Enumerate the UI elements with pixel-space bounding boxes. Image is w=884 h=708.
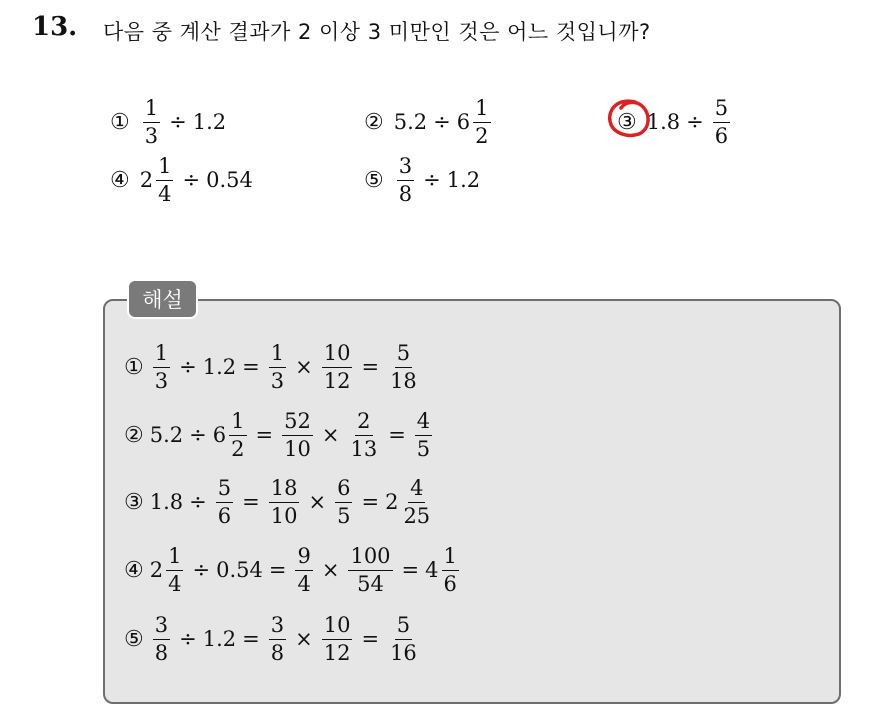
answer-circle-mark (605, 96, 653, 140)
solution-label: ③ (124, 489, 144, 515)
equals-sign: = (268, 558, 287, 582)
solution-line-1 (124, 334, 422, 400)
fraction: $\frac{1}{4}$ (158, 153, 172, 206)
divide-sign: ÷ (423, 168, 441, 192)
whole-part: 2 (139, 168, 154, 192)
divide-sign: ÷ (189, 423, 207, 447)
fraction: $\frac{10}{12}$ (323, 612, 351, 665)
fraction: $\frac{52}{10}$ (284, 408, 311, 461)
question-text: 다음 중 계산 결과가 2 이상 3 미만인 것은 어느 것입니까? (103, 20, 651, 44)
times-sign: × (321, 423, 340, 447)
fraction: $\frac{1}{6}$ (443, 543, 457, 596)
fraction: $\frac{18}{10}$ (270, 475, 298, 528)
value: 5.2 (149, 423, 184, 447)
choice-5[interactable] (364, 150, 480, 210)
solution-line-4 (124, 537, 462, 603)
divide-sign: ÷ (189, 490, 207, 514)
whole-part: 2 (149, 558, 164, 582)
whole-part: 6 (212, 423, 227, 447)
fraction: $\frac{5}{6}$ (217, 475, 232, 528)
divide-sign: ÷ (686, 110, 704, 134)
choice-2[interactable] (364, 92, 494, 152)
fraction: $\frac{5}{18}$ (390, 340, 417, 393)
whole-part: 4 (425, 558, 439, 582)
fraction: $\frac{1}{3}$ (144, 95, 159, 148)
fraction: $\frac{5}{16}$ (390, 612, 417, 665)
whole-part: 6 (456, 110, 471, 134)
value: 1.2 (446, 168, 481, 192)
value: 0.54 (216, 558, 263, 582)
choice-label: ③ (617, 109, 637, 135)
choice-4[interactable] (110, 150, 253, 210)
value: 0.54 (206, 168, 253, 192)
fraction: $\frac{2}{13}$ (350, 408, 378, 461)
equals-sign: = (388, 423, 406, 447)
divide-sign: ÷ (433, 110, 451, 134)
fraction: $\frac{10}{12}$ (323, 340, 351, 393)
fraction: $\frac{5}{6}$ (714, 95, 729, 148)
divide-sign: ÷ (179, 355, 197, 379)
solution-label: ④ (124, 557, 144, 583)
fraction: $\frac{1}{2}$ (231, 408, 245, 461)
fraction: $\frac{1}{4}$ (168, 543, 182, 596)
equals-sign: = (255, 423, 274, 447)
fraction: $\frac{3}{8}$ (398, 153, 413, 206)
value: 5.2 (393, 110, 428, 134)
fraction: $\frac{3}{8}$ (154, 612, 169, 665)
solution-line-3 (124, 469, 435, 535)
equals-sign: = (361, 490, 380, 514)
equals-sign: = (242, 355, 260, 379)
choice-1[interactable] (110, 92, 226, 152)
whole-part: 2 (385, 490, 399, 514)
solution-line-5 (124, 606, 422, 672)
fraction: $\frac{1}{3}$ (270, 340, 285, 393)
solution-line-2 (124, 402, 435, 468)
fraction: $\frac{4}{25}$ (403, 475, 431, 528)
value: 1.8 (646, 110, 681, 134)
equals-sign: = (361, 355, 380, 379)
choice-label: ② (364, 109, 384, 135)
times-sign: × (295, 355, 313, 379)
fraction: $\frac{1}{3}$ (154, 340, 169, 393)
fraction: $\frac{1}{2}$ (475, 95, 489, 148)
solution-title-tag: 해설 (127, 279, 198, 319)
value: 1.2 (192, 110, 227, 134)
value: 1.8 (149, 490, 184, 514)
fraction: $\frac{3}{8}$ (270, 612, 285, 665)
equals-sign: = (242, 490, 260, 514)
fraction: $\frac{6}{5}$ (337, 475, 351, 528)
divide-sign: ÷ (192, 558, 211, 582)
times-sign: × (295, 627, 313, 651)
solution-label: ① (124, 354, 144, 380)
equals-sign: = (242, 627, 260, 651)
fraction: $\frac{4}{5}$ (416, 408, 431, 461)
equals-sign: = (361, 627, 380, 651)
divide-sign: ÷ (169, 110, 187, 134)
choice-label: ① (110, 109, 130, 135)
divide-sign: ÷ (182, 168, 201, 192)
choice-label: ⑤ (364, 167, 384, 193)
fraction: $\frac{100}{54}$ (350, 543, 391, 596)
question-number: 13. (32, 12, 78, 42)
equals-sign: = (401, 558, 420, 582)
solution-label: ② (124, 422, 144, 448)
value: 1.2 (202, 355, 237, 379)
times-sign: × (308, 490, 327, 514)
value: 1.2 (202, 627, 237, 651)
choice-label: ④ (110, 167, 130, 193)
solution-label: ⑤ (124, 626, 144, 652)
divide-sign: ÷ (179, 627, 197, 651)
times-sign: × (321, 558, 340, 582)
fraction: $\frac{9}{4}$ (297, 543, 311, 596)
